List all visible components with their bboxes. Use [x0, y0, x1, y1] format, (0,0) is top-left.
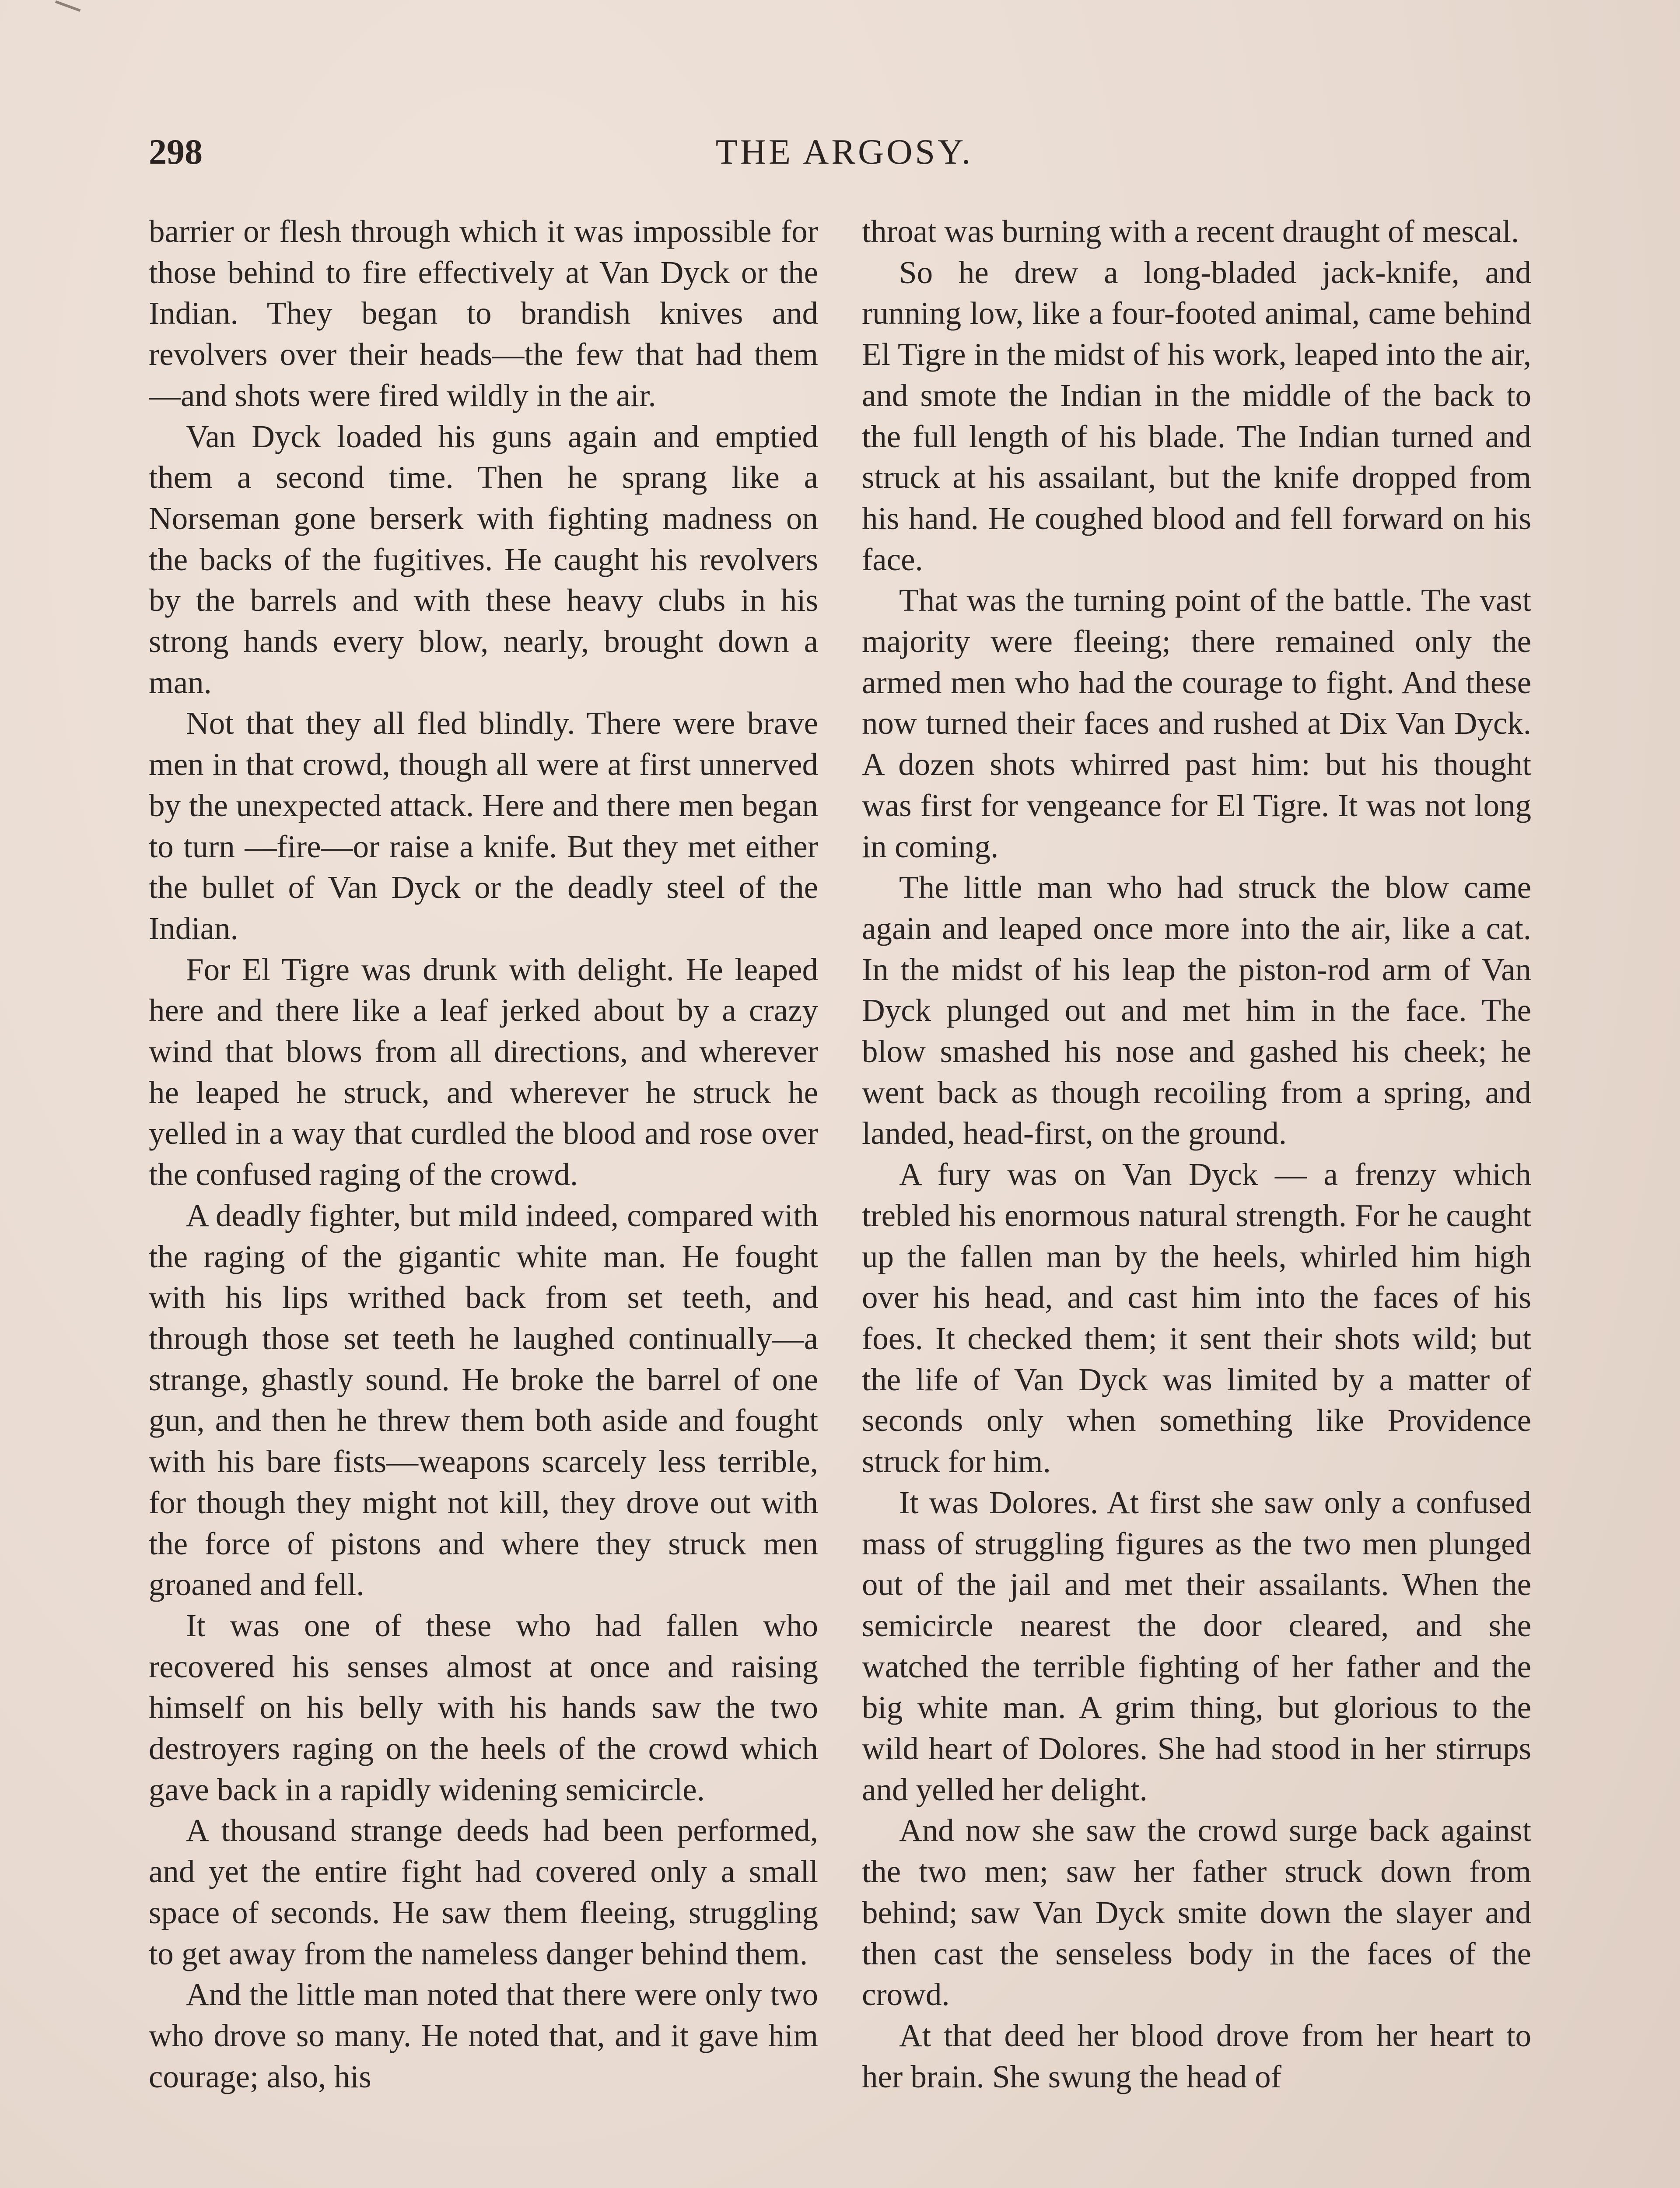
paragraph: And the little man noted that there were only two who drove so many. He noted that, and it gave him courage; also, his [149, 1977, 818, 2094]
paragraph: Van Dyck loaded his guns again and emptied them a second time. Then he sprang like a Norseman gone berserk with fighting madness on the backs of the fugitives. He caught his revolvers by the barrels and with these heavy clubs in his strong hands every blow, nearly, brought down a man. [149, 418, 818, 700]
paragraph: That was the turning point of the battle. The vast majority were fleeing; there remained only the armed men who had the courage to fight. And these now turned their faces and rushed at Dix Van Dyck. A dozen shots whirred past him: but his thought was first for vengeance for El Tigre. It was not long in coming. [862, 582, 1531, 864]
page-header [149, 131, 1540, 179]
paragraph: It was one of these who had fallen who recovered his senses almost at once and raising himself on his belly with his hands saw the two destroyers raging on the heels of the crowd which gave back in a rapidly widening semicircle. [149, 1607, 818, 1807]
left-column [149, 211, 818, 2188]
right-column [862, 211, 1531, 2188]
paragraph: For El Tigre was drunk with delight. He leaped here and there like a leaf jerked about by a crazy wind that blows from all directions, and wherever he leaped he struck, and wherever he struck he yelled in a way that curdled the blood and rose over the confused raging of the crowd. [149, 951, 818, 1192]
paragraph: It was Dolores. At first she saw only a confused mass of struggling figures as the two men plunged out of the jail and met their assailants. When the semicircle nearest the door cleared, and she watched the terrible fighting of her father and the big white man. A grim thing, but glorious to the wild heart of Dolores. She had stood in her stirrups and yelled her delight. [862, 1484, 1531, 1807]
paragraph: Not that they all fled blindly. There were brave men in that crowd, though all were at first unnerved by the unexpected attack. Here and there men began to turn —fire—or raise a knife. But they met either the bullet of Van Dyck or the deadly steel of the Indian. [149, 705, 818, 946]
page-number: 298 [149, 132, 203, 172]
paragraph: A fury was on Van Dyck — a frenzy which trebled his enormous natural strength. For he caught up the fallen man by the heels, whirled him high over his head, and cast him into the faces of his foes. It checked them; it sent their shots wild; but the life of Van Dyck was limited by a matter of seconds only when something like Providence struck for him. [862, 1157, 1531, 1480]
corner-scratch [51, 0, 81, 24]
paragraph: And now she saw the crowd surge back against the two men; saw her father struck down from behind; saw Van Dyck smite down the slayer and then cast the senseless body in the faces of the crowd. [862, 1813, 1531, 2013]
running-head: THE ARGOSY. [715, 132, 973, 172]
paragraph: The little man who had struck the blow came again and leaped once more into the air, like a cat. In the midst of his leap the piston-rod arm of Van Dyck plunged out and met him in the face. The blow smashed his nose and gashed his cheek; he went back as though recoiling from a spring, and landed, head-first, on the ground. [862, 870, 1531, 1151]
paragraph: A thousand strange deeds had been performed, and yet the entire fight had covered only a small space of seconds. He saw them fleeing, struggling to get away from the nameless danger behind them. [149, 1813, 818, 1971]
paragraph: So he drew a long-bladed jack-knife, and running low, like a four-footed animal, came behind El Tigre in the midst of his work, leaped into the air, and smote the Indian in the middle of the back to the full length of his blade. The Indian turned and struck at his assailant, but the knife dropped from his hand. He coughed blood and fell forward on his face. [862, 254, 1531, 577]
paragraph: At that deed her blood drove from her heart to her brain. She swung the head of [862, 2017, 1531, 2094]
paragraph: A deadly fighter, but mild indeed, compared with the raging of the gigantic white man. He fought with his lips writhed back from set teeth, and through those set teeth he laughed continually—a strange, ghastly sound. He broke the barrel of one gun, and then he threw them both aside and fought with his bare fists—weapons scarcely less terrible, for though they might not kill, they drove out with the force of pistons and where they struck men groaned and fell. [149, 1197, 818, 1602]
paragraph: throat was burning with a recent draught of mescal. [862, 214, 1519, 249]
paragraph: barrier or flesh through which it was impossible for those behind to fire effectively at Van Dyck or the Indian. They began to brandish knives and revolvers over their heads—the few that had them—and shots were fired wildly in the air. [149, 214, 818, 413]
